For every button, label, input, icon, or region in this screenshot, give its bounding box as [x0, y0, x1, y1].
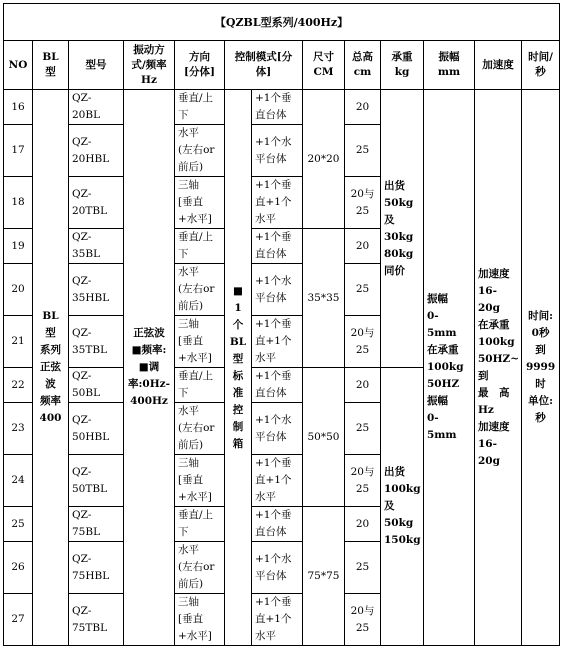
control-cell: +1个垂 直+1个 水平: [252, 316, 303, 368]
amplitude-cell: 振幅 0- 5mm 在承重 100kg 50HZ 振幅 0- 5mm: [424, 90, 475, 646]
direction-cell: 水平 (左右or 前后): [175, 403, 225, 455]
row-no: 19: [4, 229, 33, 264]
model-cell: QZ- 75HBL: [69, 542, 124, 594]
time-cell: 时间: 0秒 到 9999 时 单位: 秒: [522, 90, 560, 646]
model-cell: QZ- 50TBL: [69, 455, 124, 507]
model-cell: QZ- 35HBL: [69, 264, 124, 316]
control-cell: +1个水 平台体: [252, 542, 303, 594]
load-cell-1: 出货 50kg 及 30kg 80kg 同价: [381, 90, 424, 368]
control-cell: +1个垂 直台体: [252, 229, 303, 264]
model-cell: QZ- 35BL: [69, 229, 124, 264]
direction-cell: 三轴 [垂直 +水平]: [175, 455, 225, 507]
header-row: [4, 41, 560, 90]
control-cell: +1个水 平台体: [252, 403, 303, 455]
direction-cell: 水平 (左右or 前后): [175, 125, 225, 177]
direction-cell: 垂直/上 下: [175, 229, 225, 264]
height-cell: 20与 25: [345, 455, 381, 507]
direction-cell: 三轴 [垂直 +水平]: [175, 177, 225, 229]
row-no: 23: [4, 403, 33, 455]
height-cell: 20: [345, 90, 381, 125]
direction-cell: 水平 (左右or 前后): [175, 542, 225, 594]
height-cell: 25: [345, 264, 381, 316]
row-no: 21: [4, 316, 33, 368]
header-amplitude: 振幅 mm: [424, 41, 475, 90]
size-cell: 20*20: [303, 90, 345, 229]
table-title: 【QZBL型系列/400Hz】: [4, 4, 560, 41]
control-cell: +1个垂 直台体: [252, 90, 303, 125]
model-cell: QZ- 50HBL: [69, 403, 124, 455]
control-cell: +1个垂 直台体: [252, 507, 303, 542]
model-cell: QZ- 75BL: [69, 507, 124, 542]
control-cell: +1个垂 直+1个 水平: [252, 455, 303, 507]
header-no: NO: [4, 41, 33, 90]
direction-cell: 垂直/上 下: [175, 507, 225, 542]
row-no: 25: [4, 507, 33, 542]
model-cell: QZ- 75TBL: [69, 594, 124, 646]
control-cell: +1个垂 直台体: [252, 368, 303, 403]
vib-mode-cell: 正弦波 ■频率: ■调 率:0Hz- 400Hz: [124, 90, 175, 646]
accel-cell: 加速度 16-20g 在承重 100kg 50HZ~ 到 最 高 Hz 加速度 16-20g: [475, 90, 522, 646]
header-time: 时间/ 秒: [522, 41, 560, 90]
row-no: 17: [4, 125, 33, 177]
table-row: [4, 90, 560, 125]
height-cell: 20与 25: [345, 316, 381, 368]
model-cell: QZ- 20TBL: [69, 177, 124, 229]
row-no: 27: [4, 594, 33, 646]
row-no: 24: [4, 455, 33, 507]
row-no: 20: [4, 264, 33, 316]
row-no: 18: [4, 177, 33, 229]
control-cell: +1个垂 直+1个 水平: [252, 177, 303, 229]
header-model: 型号: [69, 41, 124, 90]
header-accel: 加速度: [475, 41, 522, 90]
size-cell: 50*50: [303, 368, 345, 507]
header-height: 总高 cm: [345, 41, 381, 90]
control-cell: +1个水 平台体: [252, 264, 303, 316]
header-direction: 方向 [分体]: [175, 41, 225, 90]
size-cell: 75*75: [303, 507, 345, 646]
model-cell: QZ- 35TBL: [69, 316, 124, 368]
load-cell-2: 出货 100kg 及 50kg 150kg: [381, 368, 424, 646]
row-no: 22: [4, 368, 33, 403]
direction-cell: 三轴 [垂直 +水平]: [175, 316, 225, 368]
height-cell: 20与 25: [345, 177, 381, 229]
header-vib-mode: 振动方 式/频率 Hz: [124, 41, 175, 90]
height-cell: 25: [345, 403, 381, 455]
header-bl-type: BL 型: [33, 41, 69, 90]
height-cell: 20: [345, 368, 381, 403]
height-cell: 20与 25: [345, 594, 381, 646]
spec-table: [3, 3, 560, 646]
header-size: 尺寸 CM: [303, 41, 345, 90]
row-no: 26: [4, 542, 33, 594]
size-cell: 35*35: [303, 229, 345, 368]
height-cell: 20: [345, 229, 381, 264]
model-cell: QZ- 20HBL: [69, 125, 124, 177]
direction-cell: 三轴 [垂直 +水平]: [175, 594, 225, 646]
control-box-cell: ■ 1 个 BL 型 标 准 控 制 箱: [225, 90, 252, 646]
bl-type-cell: BL 型 系列 正弦 波 频率 400: [33, 90, 69, 646]
header-control: 控制模式[分 体]: [225, 41, 303, 90]
control-cell: +1个水 平台体: [252, 125, 303, 177]
control-cell: +1个垂 直+1个 水平: [252, 594, 303, 646]
row-no: 16: [4, 90, 33, 125]
model-cell: QZ- 20BL: [69, 90, 124, 125]
height-cell: 20: [345, 507, 381, 542]
header-load: 承重 kg: [381, 41, 424, 90]
height-cell: 25: [345, 542, 381, 594]
direction-cell: 垂直/上 下: [175, 90, 225, 125]
model-cell: QZ- 50BL: [69, 368, 124, 403]
direction-cell: 水平 (左右or 前后): [175, 264, 225, 316]
direction-cell: 垂直/上 下: [175, 368, 225, 403]
height-cell: 25: [345, 125, 381, 177]
